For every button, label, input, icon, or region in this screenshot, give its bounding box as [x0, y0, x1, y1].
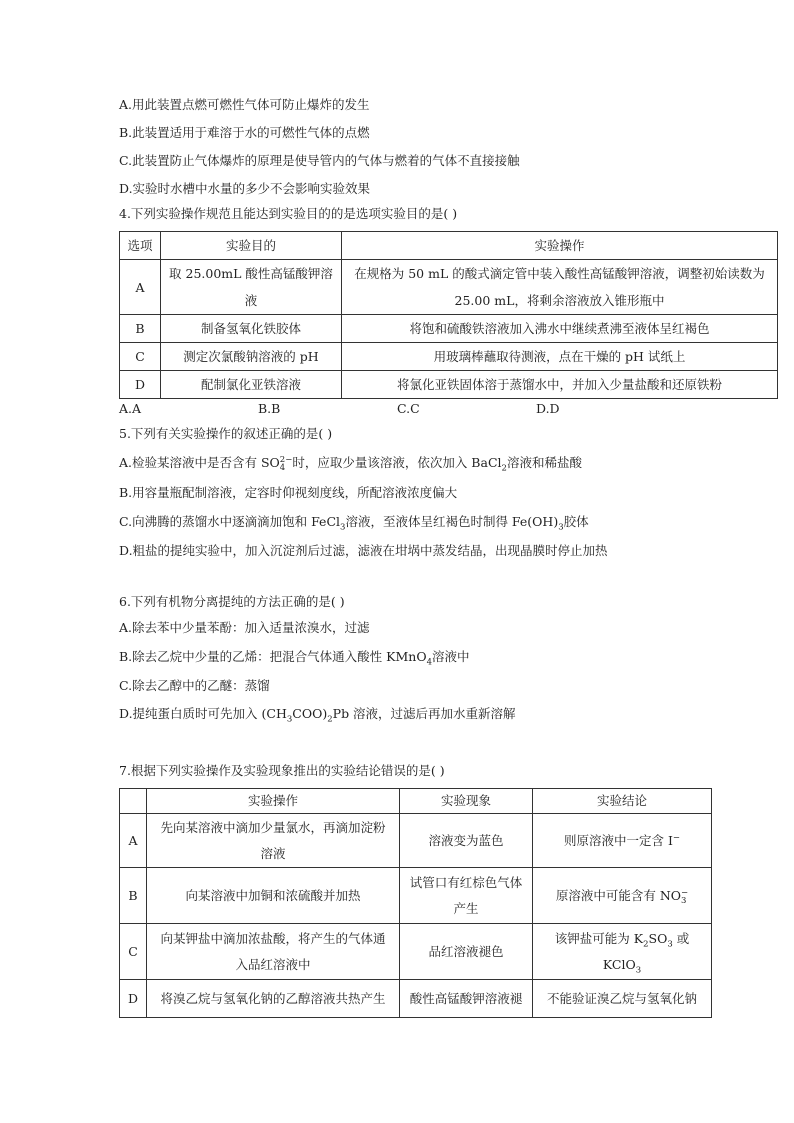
text: B.除去乙烷中少量的乙烯：把混合气体通入酸性 KMnO	[119, 649, 427, 664]
superscript: 2−	[279, 454, 293, 465]
text: 产生	[453, 900, 479, 916]
q6-stem: 6.下列有机物分离提纯的方法正确的是( )	[119, 594, 345, 609]
option-cell: D	[120, 980, 147, 1018]
text: 溶液和稀盐酸	[506, 455, 582, 470]
subscript: 3	[340, 522, 346, 533]
header-cell: 实验操作	[342, 232, 778, 260]
phenomenon-cell: 品红溶液褪色	[400, 924, 533, 980]
text: 胶体	[563, 514, 589, 529]
q5-option-d: D.粗盐的提纯实验中，加入沉淀剂后过滤，滤液在坩埚中蒸发结晶，出现晶膜时停止加热	[119, 543, 608, 558]
text: 试管口有红棕色气体	[409, 874, 523, 890]
purpose-cell: 制备氢氧化铁胶体	[161, 315, 342, 343]
table-row	[120, 924, 712, 980]
q4-table	[119, 231, 778, 399]
subscript: 3	[558, 522, 564, 533]
q6-option-b	[119, 649, 470, 668]
subscript: 2	[327, 714, 333, 725]
choice-c: C.C	[397, 401, 420, 416]
table-row	[120, 371, 778, 399]
purpose-cell: 测定次氯酸钠溶液的 pH	[161, 343, 342, 371]
option-cell: A	[120, 260, 161, 315]
header-cell: 实验目的	[161, 232, 342, 260]
operation-cell: 向某溶液中加铜和浓硫酸并加热	[147, 868, 400, 924]
q7-stem: 7.根据下列实验操作及实验现象推出的实验结论错误的是( )	[119, 763, 445, 778]
text: SO	[648, 930, 668, 946]
text: 则原溶液中一定含 I	[563, 833, 673, 848]
operation-cell: 将氯化亚铁固体溶于蒸馏水中，并加入少量盐酸和还原铁粉	[342, 371, 778, 399]
q4-choices	[119, 401, 639, 417]
table-header-row	[120, 232, 778, 260]
conclusion-cell	[533, 868, 712, 924]
q6-option-d	[119, 706, 516, 725]
header-cell: 选项	[120, 232, 161, 260]
text: D.提纯蛋白质时可先加入 (CH	[119, 706, 287, 721]
table-row	[120, 315, 778, 343]
subscript: 3	[681, 895, 687, 906]
text: 向某钾盐中滴加浓盐酸，将产生的气体通	[160, 930, 386, 946]
phenomenon-cell	[400, 868, 533, 924]
text: 或	[672, 930, 690, 946]
phenomenon-cell: 溶液变为蓝色	[400, 814, 533, 868]
q3-option-c: C.此装置防止气体爆炸的原理是使导管内的气体与燃着的气体不直接接触	[119, 153, 520, 168]
operation-cell: 将溴乙烷与氢氧化钠的乙醇溶液共热产生	[147, 980, 400, 1018]
operation-cell: 用玻璃棒蘸取待测液，点在干燥的 pH 试纸上	[342, 343, 778, 371]
subscript: 3	[667, 939, 673, 949]
table-row	[120, 260, 778, 315]
subscript: 2	[643, 939, 649, 949]
operation-cell: 在规格为 50 mL 的酸式滴定管中装入酸性高锰酸钾溶液，调整初始读数为 25.00 mL，将剩余溶液放入锥形瓶中	[342, 260, 778, 315]
choice-d: D.D	[536, 401, 560, 416]
phenomenon-cell: 酸性高锰酸钾溶液褪	[400, 980, 533, 1018]
subscript: 4	[426, 657, 432, 668]
option-cell: B	[120, 315, 161, 343]
q3-option-b: B.此装置适用于难溶于水的可燃性气体的点燃	[119, 125, 370, 140]
operation-cell	[147, 814, 400, 868]
choice-b: B.B	[258, 401, 281, 416]
q4-stem: 4.下列实验操作规范且能达到实验目的的是选项实验目的是( )	[119, 206, 458, 221]
subscript: 2	[501, 463, 507, 474]
subscript: 3	[635, 965, 642, 975]
header-cell: 实验操作	[147, 789, 400, 814]
header-cell: 实验现象	[400, 789, 533, 814]
superscript: −	[681, 887, 689, 898]
subscript: 4	[279, 462, 286, 473]
text: 溶液，至液体呈红褐色时制得 Fe(OH)	[345, 514, 559, 529]
q6-option-a: A.除去苯中少量苯酚：加入适量浓溴水，过滤	[119, 620, 370, 635]
option-cell: A	[120, 814, 147, 868]
text: Pb 溶液，过滤后再加水重新溶解	[332, 706, 516, 721]
q3-option-d: D.实验时水槽中水量的多少不会影响实验效果	[119, 181, 371, 196]
conclusion-cell	[533, 924, 712, 980]
q5-option-a	[119, 455, 582, 472]
q5-option-c	[119, 514, 589, 533]
subscript: 3	[286, 714, 293, 725]
q6-option-c: C.除去乙醇中的乙醚：蒸馏	[119, 678, 270, 693]
option-cell: D	[120, 371, 161, 399]
text: 先向某溶液中滴加少量氯水，再滴加淀粉	[160, 819, 386, 835]
header-cell-blank	[120, 789, 147, 814]
purpose-cell: 配制氯化亚铁溶液	[161, 371, 342, 399]
text: 入品红溶液中	[235, 956, 311, 972]
purpose-cell: 取 25.00mL 酸性高锰酸钾溶液	[161, 260, 342, 315]
text: 原溶液中可能含有 NO	[555, 888, 682, 903]
text: 时，应取少量该溶液，依次加入 BaCl	[292, 455, 502, 470]
table-row	[120, 868, 712, 924]
option-cell: B	[120, 868, 147, 924]
table-row	[120, 814, 712, 868]
text: 溶液	[260, 845, 286, 861]
choice-a: A.A	[119, 401, 142, 416]
conclusion-cell	[533, 814, 712, 868]
text: C.向沸腾的蒸馏水中逐滴滴加饱和 FeCl	[119, 514, 341, 529]
operation-cell: 将饱和硫酸铁溶液加入沸水中继续煮沸至液体呈红褐色	[342, 315, 778, 343]
operation-cell	[147, 924, 400, 980]
q7-table	[119, 788, 712, 1018]
option-cell: C	[120, 343, 161, 371]
header-cell: 实验结论	[533, 789, 712, 814]
superscript: −	[672, 832, 681, 843]
option-cell: C	[120, 924, 147, 980]
text: 该钾盐可能为 K	[554, 930, 644, 946]
text: COO)	[292, 706, 328, 721]
q5-stem: 5.下列有关实验操作的叙述正确的是( )	[119, 426, 333, 441]
table-row	[120, 343, 778, 371]
text: A.检验某溶液中是否含有 SO	[119, 455, 280, 470]
table-row	[120, 980, 712, 1018]
q3-option-a: A.用此装置点燃可燃性气体可防止爆炸的发生	[119, 97, 370, 112]
conclusion-cell: 不能验证溴乙烷与氢氧化钠	[533, 980, 712, 1018]
text: KClO	[602, 956, 636, 972]
q5-option-b: B.用容量瓶配制溶液，定容时仰视刻度线，所配溶液浓度偏大	[119, 485, 458, 500]
text: 溶液中	[432, 649, 470, 664]
table-header-row	[120, 789, 712, 814]
